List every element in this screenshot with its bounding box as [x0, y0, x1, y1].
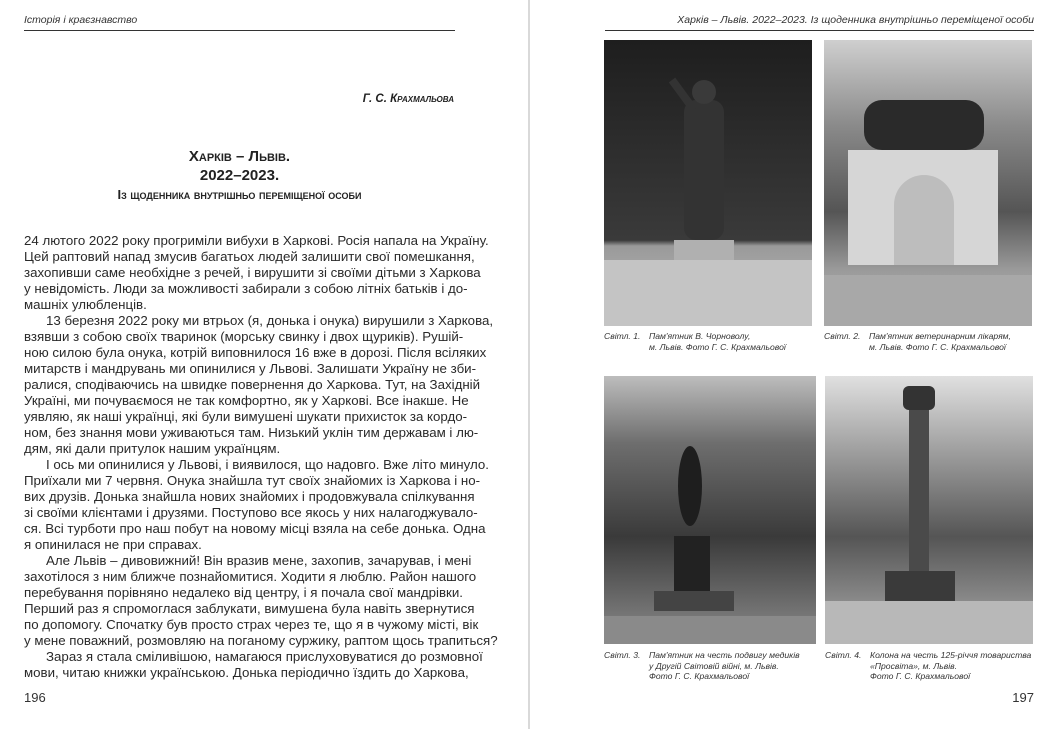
caption-line: Пам'ятник В. Чорноволу, [649, 331, 751, 341]
title-line-1: Харків – Львів. [188, 148, 291, 165]
paragraph-5-line: мови, читаю книжки українською. Донька періодично їздить до Харкова, [24, 665, 469, 680]
caption-line: Фото Г. С. Крахмальової [649, 671, 750, 681]
paragraph-5-line: Зараз я стала сміливішою, намагаюся прислуховуватися до розмовної [46, 649, 483, 664]
figure-label: Світл. 1. [604, 331, 641, 341]
paragraph-4-line: у мене поважний, розмовляю на поганому суржику, раптом щось трапиться? [24, 633, 498, 648]
header-rule [24, 30, 455, 31]
paragraph-2-line: уявляю, як наші українці, які були вимушені шукати прихисток за кордо- [24, 409, 468, 424]
paragraph-2-line: взявши з собою своїх тваринок (морську свинку і двох щуриків). Рушій- [24, 329, 464, 344]
paragraph-4-line: Перший раз я спромоглася заблукати, вимушена була навіть звернутися [24, 601, 475, 616]
photo-chornovil-monument [604, 40, 812, 326]
paragraph-1-line: машніх улюбленців. [24, 297, 147, 312]
photo-veterinary-monument [824, 40, 1032, 326]
page-number-right: 197 [1012, 690, 1034, 705]
photo-medics-monument [604, 376, 816, 644]
column-silhouette-icon [825, 376, 1033, 644]
photo-prosvita-column [825, 376, 1033, 644]
caption-line: у Другій Світовій війні, м. Львів. [649, 660, 779, 671]
running-head-right: Харків – Львів. 2022–2023. Із щоденника внутрішньо переміщеної особи [677, 14, 1034, 26]
paragraph-1-line: захопивши саме необхідне з речей, і вирушити зі своїми дітьми з Харкова [24, 265, 481, 280]
left-page [0, 0, 528, 729]
running-head-left: Історія і краєзнавство [24, 14, 138, 26]
monument-silhouette-icon [824, 40, 1032, 326]
caption-line: Колона на честь 125-річчя товариства [870, 650, 1032, 660]
paragraph-2-line: ном, без знання мови уживаються там. Низький уклін тим державам і лю- [24, 425, 479, 440]
paragraph-1-line: Цей раптовий напад змусив багатьох людей залишити свої помешкання, [24, 249, 475, 264]
paragraph-4-line: Але Львів – дивовижний! Він вразив мене, захопив, зачарував, і мені [46, 553, 472, 568]
paragraph-1-line: 24 лютого 2022 року прогриміли вибухи в Харкові. Росія напала на Україну. [24, 233, 489, 248]
paragraph-2-line: 13 березня 2022 року ми втрьох (я, донька і онука) вирушили з Харкова, [46, 313, 494, 328]
paragraph-3-line: вих друзів. Донька знайшла нових знайомих і продовжувала спілкування [24, 489, 475, 504]
paragraph-4-line: перебування порівняно недалеко від центру, і я почала свої мандрівки. [24, 585, 463, 600]
paragraph-3-line: Приїхали ми 7 червня. Онука знайшла тут своїх знайомих із Харкова і но- [24, 473, 481, 488]
caption-line: Пам'ятник на честь подвигу медиків [649, 650, 800, 660]
caption-line: м. Львів. Фото Г. С. Крахмальової [649, 341, 786, 352]
figure-label: Світл. 4. [825, 650, 862, 660]
title-line-2: 2022–2023. [199, 167, 280, 184]
paragraph-3-line: ся. Всі турботи про наш побут на новому місці взяла на себе донька. Одна [24, 521, 486, 536]
paragraph-3-line: я опинилася не при справах. [24, 537, 202, 552]
statue-silhouette-icon [604, 376, 816, 644]
author-name: Г. С. Крахмальова [362, 93, 454, 105]
article-body [24, 233, 498, 681]
statue-silhouette-icon [604, 40, 812, 326]
paragraph-2-line: ною силою була онука, котрій виповнилося 16 вже в дорозі. Після всіляких [24, 345, 487, 360]
right-page [530, 0, 1058, 729]
header-rule [605, 30, 1034, 31]
figure-label: Світл. 3. [604, 650, 641, 660]
title-subtitle: Із щоденника внутрішньо переміщеної особи [117, 187, 362, 202]
paragraph-3-line: зі своїми клієнтами і друзями. Поступово все якось у них налагоджувало- [24, 505, 478, 520]
caption-line: Пам'ятник ветеринарним лікарям, [869, 331, 1011, 341]
paragraph-2-line: Україні, ми почуваємося не так комфортно, як у Харкові. Все інакше. Не [24, 393, 469, 408]
paragraph-4-line: по допомогу. Спочатку був просто страх через те, що я в чужому місті, вік [24, 617, 479, 632]
paragraph-2-line: дям, які дали притулок нашим українцям. [24, 441, 281, 456]
paragraph-1-line: у невідомість. Люди за можливості забирали з собою літніх батьків і до- [24, 281, 468, 296]
paragraph-4-line: захотілося з ним ближче познайомитися. Ходити я люблю. Район нашого [24, 569, 477, 584]
caption-line: Фото Г. С. Крахмальової [870, 671, 971, 681]
caption-line: м. Львів. Фото Г. С. Крахмальової [869, 341, 1006, 352]
article-title [24, 147, 455, 204]
page-number-left: 196 [24, 690, 46, 705]
paragraph-2-line: ралися, сподіваючись на швидке повернення до Харкова. Тут, на Західній [24, 377, 481, 392]
paragraph-3-line: І ось ми опинилися у Львові, і виявилося, що надовго. Вже літо минуло. [46, 457, 489, 472]
paragraph-2-line: митарств і мандрувань ми опинилися у Львові. Залишати Україну не зби- [24, 361, 477, 376]
figure-label: Світл. 2. [824, 331, 861, 341]
caption-line: «Просвіта», м. Львів. [870, 660, 957, 671]
